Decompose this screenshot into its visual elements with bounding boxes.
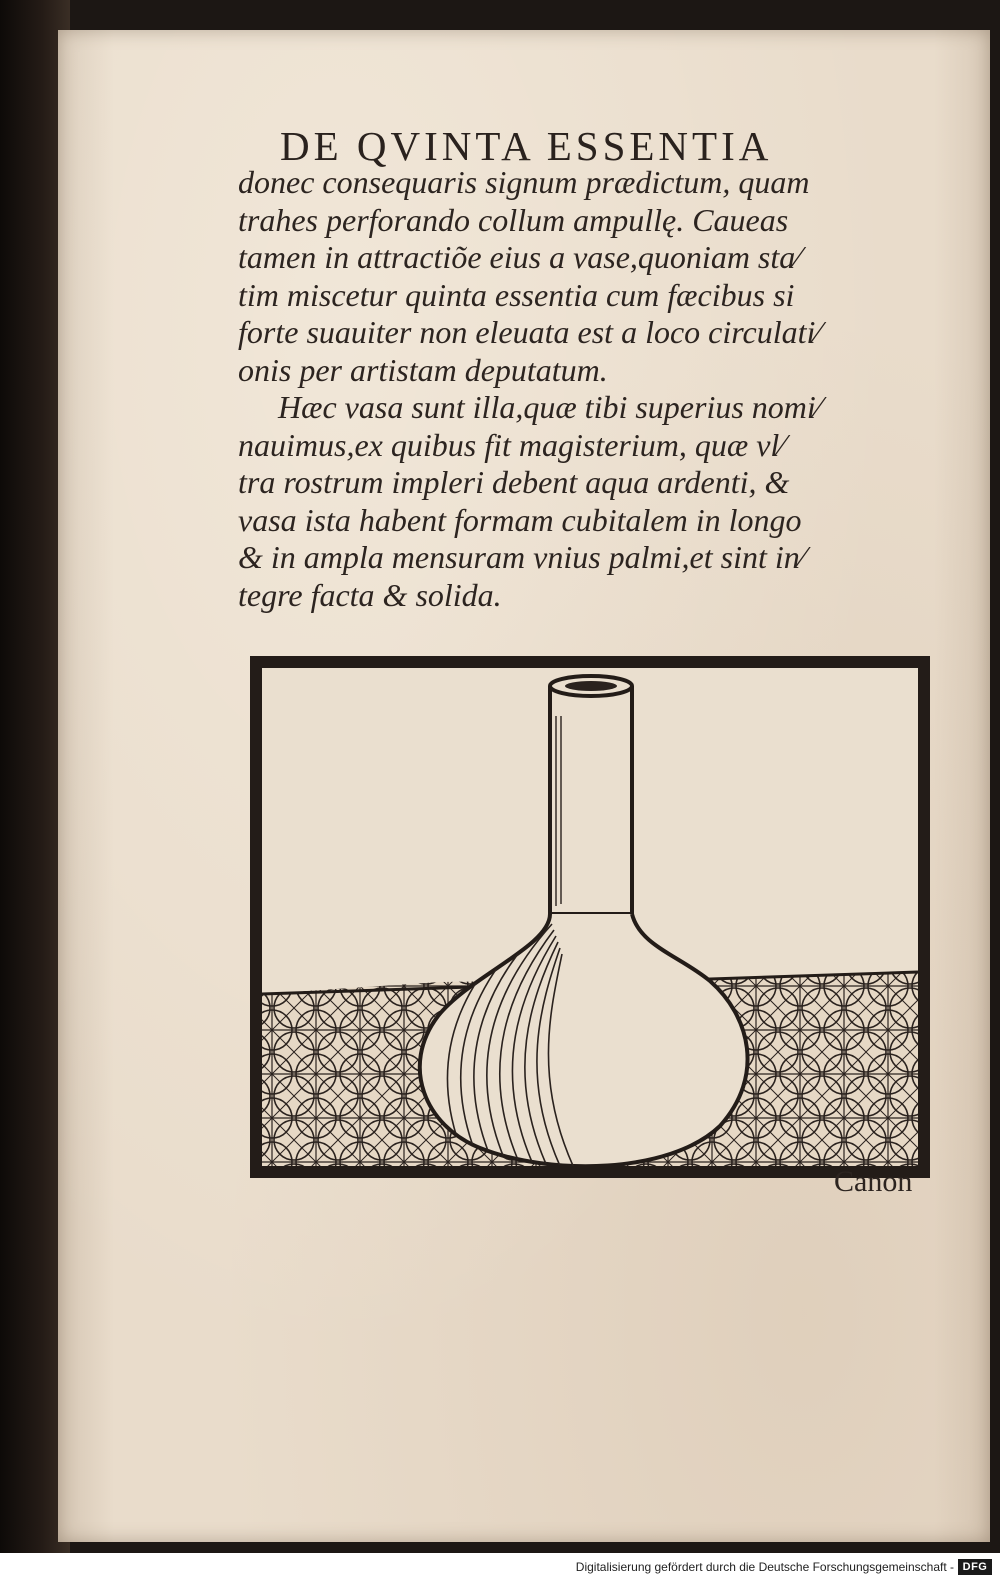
text-line: tim miscetur quinta essentia cum fæcibus si bbox=[238, 276, 795, 313]
running-head: DE QVINTA ESSENTIA bbox=[280, 123, 773, 169]
text-line: nauimus,ex quibus fit magisterium, quæ vl⁄ bbox=[238, 426, 785, 463]
dfg-logo: DFG bbox=[958, 1559, 992, 1575]
text-line: vasa ista habent formam cubitalem in longo bbox=[238, 501, 802, 538]
catchword-caption: Canon bbox=[834, 1165, 913, 1198]
text-line: trahes perforando collum ampullę. Caueas bbox=[238, 201, 789, 238]
text-line: & in ampla mensuram vnius palmi,et sint in⁄ bbox=[238, 539, 806, 575]
funding-notice: Digitalisierung gefördert durch die Deutsche Forschungsgemeinschaft - bbox=[575, 1560, 954, 1574]
text-line: Hæc vasa sunt illa,quæ tibi superius nomi⁄ bbox=[278, 389, 822, 425]
text-line: onis per artistam deputatum. bbox=[238, 351, 608, 388]
text-line: tamen in attractiõe eius a vase,quoniam sta⁄ bbox=[238, 239, 801, 275]
text-line: tra rostrum impleri debent aqua ardenti, & bbox=[238, 464, 790, 500]
text-line: donec consequaris signum prædictum, quam bbox=[238, 164, 810, 200]
text-line: tegre facta & solida. bbox=[238, 576, 502, 613]
text-line: forte suauiter non eleuata est a loco circulati⁄ bbox=[238, 314, 821, 350]
woodcut-flask-illustration bbox=[250, 656, 930, 1178]
body-text bbox=[238, 164, 958, 614]
book-page bbox=[58, 30, 990, 1542]
digitization-footer bbox=[0, 1553, 1000, 1583]
